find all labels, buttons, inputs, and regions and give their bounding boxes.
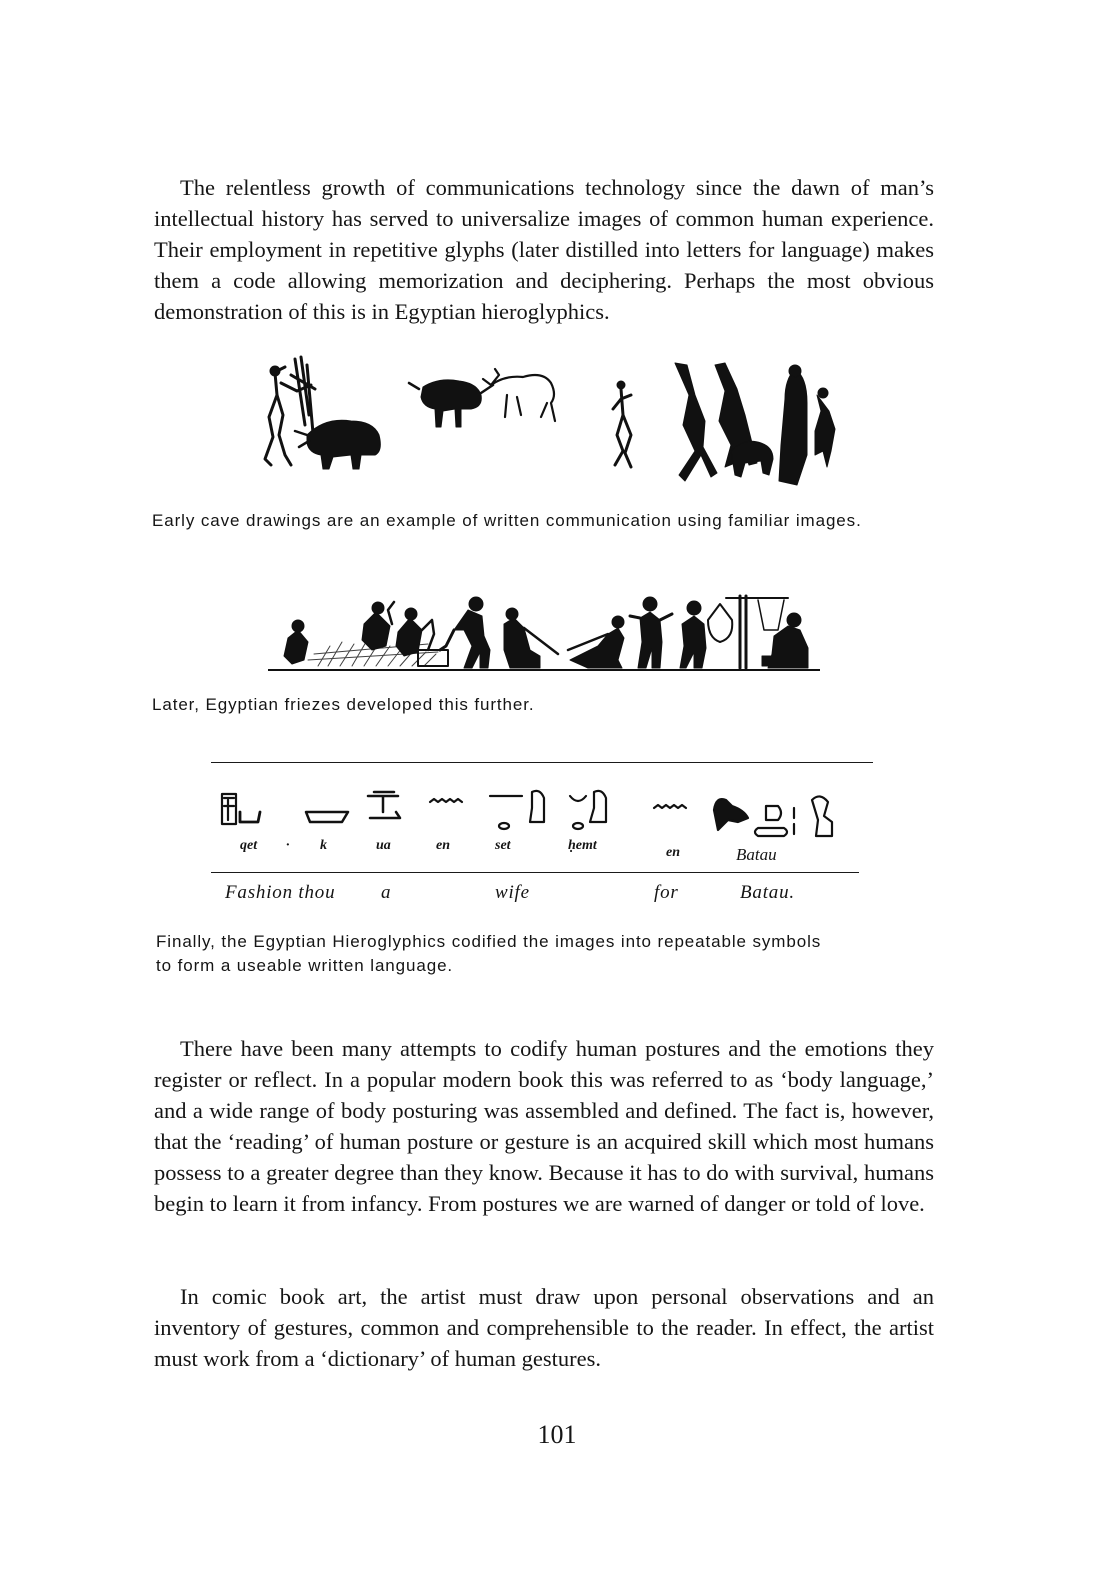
paragraph-intro: The relentless growth of communications technology since the dawn of man’s intellectual history has served to universalize images of common human experience. Their employment in repetitive glyphs (later distilled into letters for language) makes them a code allowing memorization and deciphering. Perhaps the most obvious demonstration of this is in Egyptian hieroglyphics. (154, 175, 934, 324)
cave-drawings-illustration (255, 355, 845, 493)
caption-egyptian-frieze: Later, Egyptian friezes developed this further. (152, 695, 535, 714)
rule-top (211, 762, 873, 763)
translation-fashion-thou: Fashion thou (225, 882, 336, 903)
transliteration-dot: · (286, 838, 290, 853)
translation-batau: Batau. (740, 882, 795, 903)
translation-a: a (381, 882, 392, 903)
caption-cave-drawings: Early cave drawings are an example of written communication using familiar images. (152, 511, 862, 530)
transliteration-set: set (495, 838, 511, 853)
transliteration-k: k (320, 838, 327, 853)
transliteration-batau: Batau (736, 845, 777, 864)
transliteration-qet: qet (240, 838, 258, 853)
translation-wife: wife (495, 882, 530, 903)
paragraph-postures: There have been many attempts to codify human postures and the emotions they register or reflect. In a popular modern book this was referred to as ‘body language,’ and a wide range of body posturing was assembled and defined. The fact is, however, that the ‘reading’ of human posture or gesture is an acquired skill which most humans possess to a greater degree than they know. Because it has to do with survival, humans begin to learn it from infancy. From postures we are warned of danger or told of love. (154, 1036, 934, 1216)
hieroglyph-row-illustration (218, 784, 848, 840)
transliteration-en-2: en (666, 845, 680, 860)
rule-bottom (211, 872, 859, 873)
caption-hieroglyphics: Finally, the Egyptian Hieroglyphics codified the images into repeatable symbols to form a useable written language. (156, 932, 822, 975)
transliteration-hemt: ḥemt (568, 838, 597, 853)
paragraph-comics: In comic book art, the artist must draw upon personal observations and an inventory of gestures, common and comprehensible to the reader. In effect, the artist must work from a ‘dictionary’ of human gestures. (154, 1284, 934, 1371)
transliteration-en: en (436, 838, 450, 853)
page-number: 101 (537, 1420, 577, 1449)
egyptian-frieze-illustration (268, 590, 820, 676)
translation-for: for (654, 882, 679, 903)
transliteration-ua: ua (376, 838, 391, 853)
